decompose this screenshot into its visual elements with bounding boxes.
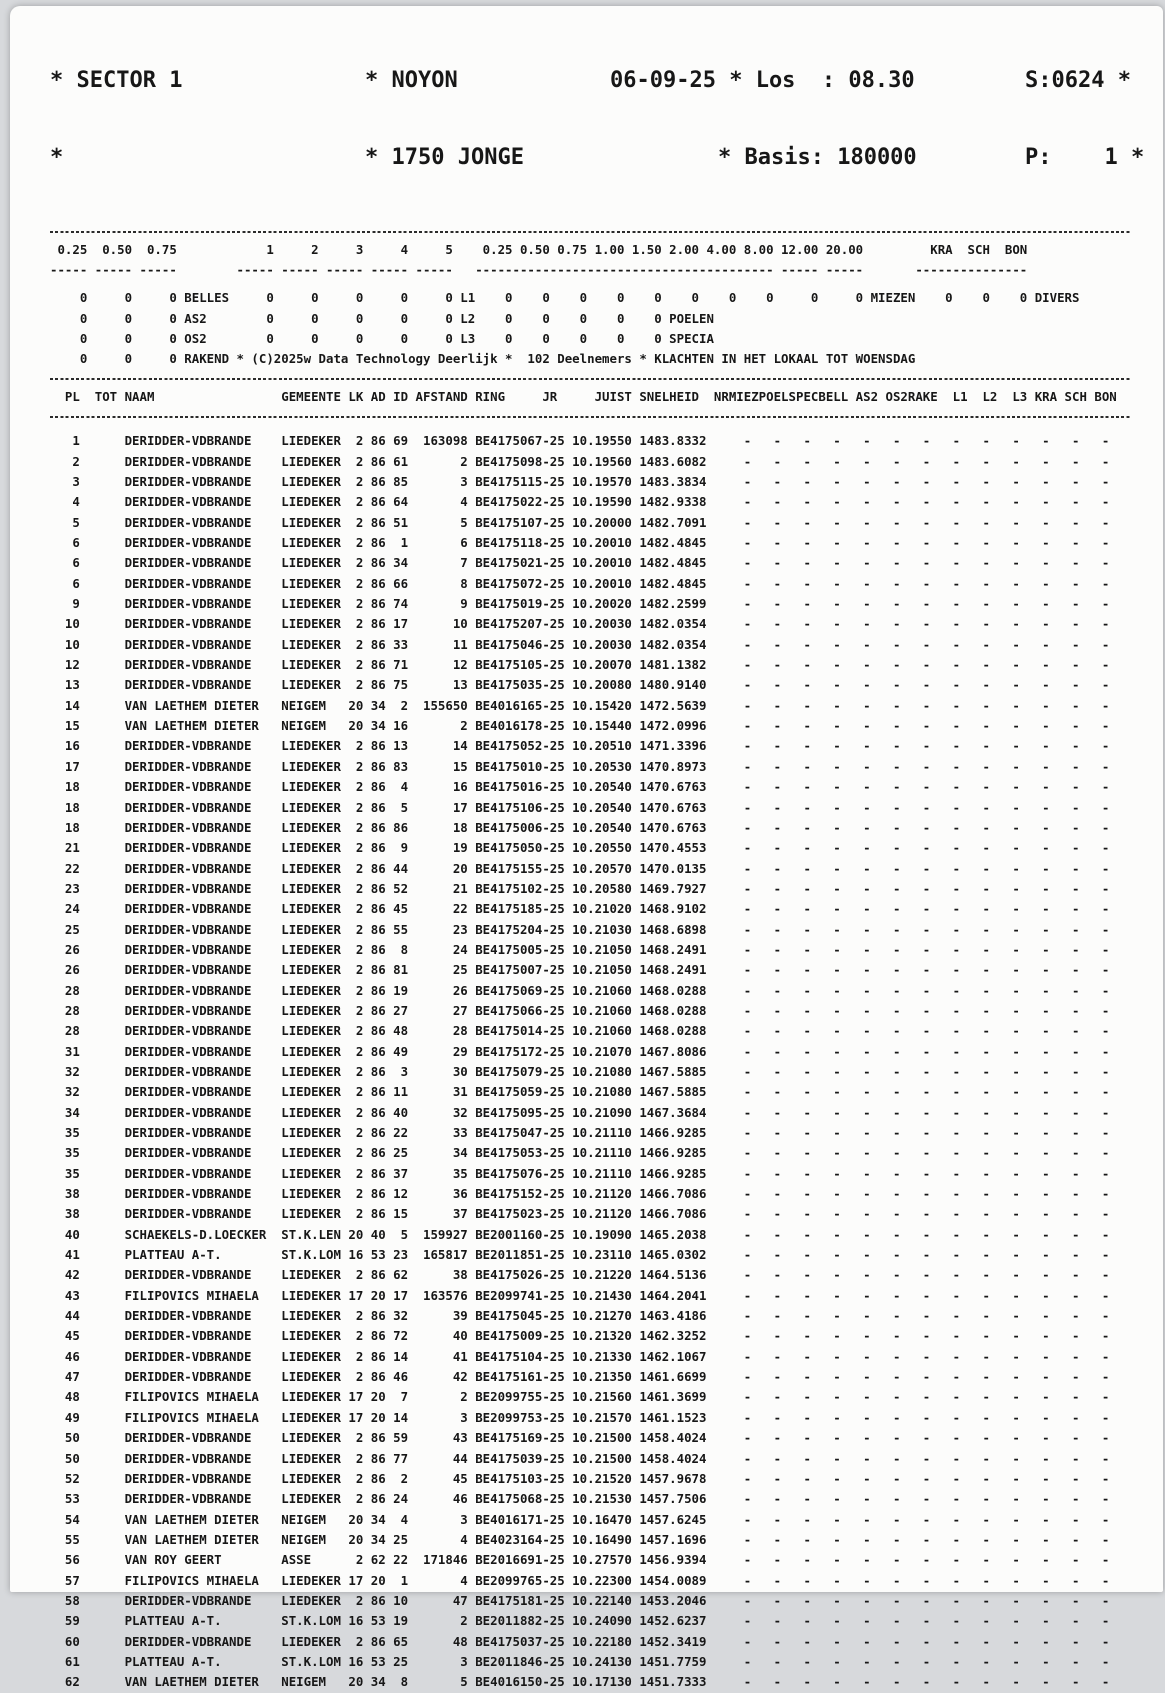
results-row: 48 FILIPOVICS MIHAELA LIEDEKER 17 20 7 2 BE2099755-25 10.21560 1461.3699 - - - - - - - - - - - - - xyxy=(50,1387,1149,1407)
results-row: 28 DERIDDER-VDBRANDE LIEDEKER 2 86 19 26 BE4175069-25 10.21060 1468.0288 - - - - - - - - - - - - - xyxy=(50,981,1149,1001)
results-row: 4 DERIDDER-VDBRANDE LIEDEKER 2 86 64 4 BE4175022-25 10.19590 1482.9338 - - - - - - - - - - - - - xyxy=(50,492,1149,512)
results-row: 62 VAN LAETHEM DIETER NEIGEM 20 34 8 5 BE4016150-25 10.17130 1451.7333 - - - - - - - - - - - - - xyxy=(50,1672,1149,1692)
results-row: 10 DERIDDER-VDBRANDE LIEDEKER 2 86 17 10 BE4175207-25 10.20030 1482.0354 - - - - - - - - - - - - - xyxy=(50,614,1149,634)
results-row: 26 DERIDDER-VDBRANDE LIEDEKER 2 86 81 25 BE4175007-25 10.21050 1468.2491 - - - - - - - - - - - - - xyxy=(50,960,1149,980)
header-line-1 xyxy=(50,68,1149,95)
results-row: 47 DERIDDER-VDBRANDE LIEDEKER 2 86 46 42 BE4175161-25 10.21350 1461.6699 - - - - - - - - - - - - - xyxy=(50,1367,1149,1387)
results-row: 35 DERIDDER-VDBRANDE LIEDEKER 2 86 25 34 BE4175053-25 10.21110 1466.9285 - - - - - - - - - - - - - xyxy=(50,1143,1149,1163)
race-name-label: * 1750 JONGE xyxy=(365,145,524,170)
results-row: 52 DERIDDER-VDBRANDE LIEDEKER 2 86 2 45 BE4175103-25 10.21520 1457.9678 - - - - - - - - - - - - - xyxy=(50,1469,1149,1489)
results-row: 60 DERIDDER-VDBRANDE LIEDEKER 2 86 65 48 BE4175037-25 10.22180 1452.3419 - - - - - - - - - - - - - xyxy=(50,1632,1149,1652)
results-row: 58 DERIDDER-VDBRANDE LIEDEKER 2 86 10 47 BE4175181-25 10.22140 1453.2046 - - - - - - - - - - - - - xyxy=(50,1591,1149,1611)
page-number-label: P: 1 * xyxy=(1025,145,1144,170)
results-row: 9 DERIDDER-VDBRANDE LIEDEKER 2 86 74 9 BE4175019-25 10.20020 1482.2599 - - - - - - - - - - - - - xyxy=(50,594,1149,614)
results-row: 15 VAN LAETHEM DIETER NEIGEM 20 34 16 2 BE4016178-25 10.15440 1472.0996 - - - - - - - - - - - - - xyxy=(50,716,1149,736)
results-row: 45 DERIDDER-VDBRANDE LIEDEKER 2 86 72 40 BE4175009-25 10.21320 1462.3252 - - - - - - - - - - - - - xyxy=(50,1326,1149,1346)
sector-label: * SECTOR 1 xyxy=(50,68,182,93)
results-row: 50 DERIDDER-VDBRANDE LIEDEKER 2 86 59 43 BE4175169-25 10.21500 1458.4024 - - - - - - - - - - - - - xyxy=(50,1428,1149,1448)
results-row: 6 DERIDDER-VDBRANDE LIEDEKER 2 86 34 7 BE4175021-25 10.20010 1482.4845 - - - - - - - - - - - - - xyxy=(50,553,1149,573)
results-row: 21 DERIDDER-VDBRANDE LIEDEKER 2 86 9 19 BE4175050-25 10.20550 1470.4553 - - - - - - - - - - - - - xyxy=(50,838,1149,858)
pool-summary-row: 0 0 0 AS2 0 0 0 0 0 L2 0 0 0 0 0 POELEN xyxy=(50,309,1149,329)
results-row: 44 DERIDDER-VDBRANDE LIEDEKER 2 86 32 39 BE4175045-25 10.21270 1463.4186 - - - - - - - - - - - - - xyxy=(50,1306,1149,1326)
results-row: 38 DERIDDER-VDBRANDE LIEDEKER 2 86 12 36 BE4175152-25 10.21120 1466.7086 - - - - - - - - - - - - - xyxy=(50,1184,1149,1204)
results-table xyxy=(50,431,1149,1692)
results-row: 5 DERIDDER-VDBRANDE LIEDEKER 2 86 51 5 BE4175107-25 10.20000 1482.7091 - - - - - - - - - - - - - xyxy=(50,513,1149,533)
pool-summary-row: 0 0 0 OS2 0 0 0 0 0 L3 0 0 0 0 0 SPECIA xyxy=(50,329,1149,349)
results-row: 46 DERIDDER-VDBRANDE LIEDEKER 2 86 14 41 BE4175104-25 10.21330 1462.1067 - - - - - - - - - - - - - xyxy=(50,1347,1149,1367)
results-row: 28 DERIDDER-VDBRANDE LIEDEKER 2 86 27 27 BE4175066-25 10.21060 1468.0288 - - - - - - - - - - - - - xyxy=(50,1001,1149,1021)
series-number-label: S:0624 * xyxy=(1025,68,1131,93)
results-row: 57 FILIPOVICS MIHAELA LIEDEKER 17 20 1 4 BE2099765-25 10.22300 1454.0089 - - - - - - - - - - - - - xyxy=(50,1571,1149,1591)
results-column-header-row: PL TOT NAAM GEMEENTE LK AD ID AFSTAND RING JR JUIST SNELHEID NRMIEZPOELSPECBELL AS2 OS2RAKE L1 L2 L3 KRA SCH BON xyxy=(50,387,1149,407)
results-row: 3 DERIDDER-VDBRANDE LIEDEKER 2 86 85 3 BE4175115-25 10.19570 1483.3834 - - - - - - - - - - - - - xyxy=(50,472,1149,492)
results-row: 14 VAN LAETHEM DIETER NEIGEM 20 34 2 155650 BE4016165-25 10.15420 1472.5639 - - - - - - - - - - - - - xyxy=(50,696,1149,716)
results-row: 50 DERIDDER-VDBRANDE LIEDEKER 2 86 77 44 BE4175039-25 10.21500 1458.4024 - - - - - - - - - - - - - xyxy=(50,1449,1149,1469)
results-row: 18 DERIDDER-VDBRANDE LIEDEKER 2 86 86 18 BE4175006-25 10.20540 1470.6763 - - - - - - - - - - - - - xyxy=(50,818,1149,838)
pool-rate-header-row: 0.25 0.50 0.75 1 2 3 4 5 0.25 0.50 0.75 1.00 1.50 2.00 4.00 8.00 12.00 20.00 KRA SCH BON xyxy=(50,240,1149,260)
results-row: 2 DERIDDER-VDBRANDE LIEDEKER 2 86 61 2 BE4175098-25 10.19560 1483.6082 - - - - - - - - - - - - - xyxy=(50,452,1149,472)
pool-summary-row: 0 0 0 BELLES 0 0 0 0 0 L1 0 0 0 0 0 0 0 0 0 0 MIEZEN 0 0 0 DIVERS xyxy=(50,288,1149,308)
results-row: 28 DERIDDER-VDBRANDE LIEDEKER 2 86 48 28 BE4175014-25 10.21060 1468.0288 - - - - - - - - - - - - - xyxy=(50,1021,1149,1041)
results-row: 61 PLATTEAU A-T. ST.K.LOM 16 53 25 3 BE2011846-25 10.24130 1451.7759 - - - - - - - - - - - - - xyxy=(50,1652,1149,1672)
report-page xyxy=(10,6,1163,1592)
results-row: 6 DERIDDER-VDBRANDE LIEDEKER 2 86 1 6 BE4175118-25 10.20010 1482.4845 - - - - - - - - - - - - - xyxy=(50,533,1149,553)
results-row: 49 FILIPOVICS MIHAELA LIEDEKER 17 20 14 3 BE2099753-25 10.21570 1461.1523 - - - - - - - - - - - - - xyxy=(50,1408,1149,1428)
results-row: 25 DERIDDER-VDBRANDE LIEDEKER 2 86 55 23 BE4175204-25 10.21030 1468.6898 - - - - - - - - - - - - - xyxy=(50,920,1149,940)
results-row: 23 DERIDDER-VDBRANDE LIEDEKER 2 86 52 21 BE4175102-25 10.20580 1469.7927 - - - - - - - - - - - - - xyxy=(50,879,1149,899)
results-row: 26 DERIDDER-VDBRANDE LIEDEKER 2 86 8 24 BE4175005-25 10.21050 1468.2491 - - - - - - - - - - - - - xyxy=(50,940,1149,960)
results-row: 18 DERIDDER-VDBRANDE LIEDEKER 2 86 4 16 BE4175016-25 10.20540 1470.6763 - - - - - - - - - - - - - xyxy=(50,777,1149,797)
left-border-asterisk: * xyxy=(50,145,63,170)
results-row: 34 DERIDDER-VDBRANDE LIEDEKER 2 86 40 32 BE4175095-25 10.21090 1467.3684 - - - - - - - - - - - - - xyxy=(50,1103,1149,1123)
results-row: 10 DERIDDER-VDBRANDE LIEDEKER 2 86 33 11 BE4175046-25 10.20030 1482.0354 - - - - - - - - - - - - - xyxy=(50,635,1149,655)
header-line-2 xyxy=(50,145,1149,172)
results-row: 56 VAN ROY GEERT ASSE 2 62 22 171846 BE2016691-25 10.27570 1456.9394 - - - - - - - - - - - - - xyxy=(50,1550,1149,1570)
results-row: 18 DERIDDER-VDBRANDE LIEDEKER 2 86 5 17 BE4175106-25 10.20540 1470.6763 - - - - - - - - - - - - - xyxy=(50,798,1149,818)
basis-label: * Basis: 180000 xyxy=(718,145,917,170)
results-table-header xyxy=(50,387,1149,407)
separator-line-table xyxy=(50,416,1130,418)
results-row: 59 PLATTEAU A-T. ST.K.LOM 16 53 19 2 BE2011882-25 10.24090 1452.6237 - - - - - - - - - - - - - xyxy=(50,1611,1149,1631)
results-row: 41 PLATTEAU A-T. ST.K.LOM 16 53 23 165817 BE2011851-25 10.23110 1465.0302 - - - - - - - - - - - - - xyxy=(50,1245,1149,1265)
results-row: 31 DERIDDER-VDBRANDE LIEDEKER 2 86 49 29 BE4175172-25 10.21070 1467.8086 - - - - - - - - - - - - - xyxy=(50,1042,1149,1062)
results-row: 32 DERIDDER-VDBRANDE LIEDEKER 2 86 3 30 BE4175079-25 10.21080 1467.5885 - - - - - - - - - - - - - xyxy=(50,1062,1149,1082)
results-row: 1 DERIDDER-VDBRANDE LIEDEKER 2 86 69 163098 BE4175067-25 10.19550 1483.8332 - - - - - - - - - - - - - xyxy=(50,431,1149,451)
location-label: * NOYON xyxy=(365,68,458,93)
pool-rate-underline-row: ----- ----- ----- ----- ----- ----- ----- ----- ---------------------------------------- ----- ----- --------------- xyxy=(50,260,1149,280)
results-row: 24 DERIDDER-VDBRANDE LIEDEKER 2 86 45 22 BE4175185-25 10.21020 1468.9102 - - - - - - - - - - - - - xyxy=(50,899,1149,919)
results-row: 55 VAN LAETHEM DIETER NEIGEM 20 34 25 4 BE4023164-25 10.16490 1457.1696 - - - - - - - - - - - - - xyxy=(50,1530,1149,1550)
pool-note-row: 0 0 0 RAKEND * (C)2025w Data Technology Deerlijk * 102 Deelnemers * KLACHTEN IN HET LOKAAL TOT WOENSDAG xyxy=(50,349,1149,369)
results-row: 22 DERIDDER-VDBRANDE LIEDEKER 2 86 44 20 BE4175155-25 10.20570 1470.0135 - - - - - - - - - - - - - xyxy=(50,859,1149,879)
results-row: 42 DERIDDER-VDBRANDE LIEDEKER 2 86 62 38 BE4175026-25 10.21220 1464.5136 - - - - - - - - - - - - - xyxy=(50,1265,1149,1285)
results-row: 35 DERIDDER-VDBRANDE LIEDEKER 2 86 37 35 BE4175076-25 10.21110 1466.9285 - - - - - - - - - - - - - xyxy=(50,1164,1149,1184)
date-release-label: 06-09-25 * Los : 08.30 xyxy=(610,68,915,93)
report-header xyxy=(50,18,1149,222)
results-row: 43 FILIPOVICS MIHAELA LIEDEKER 17 20 17 163576 BE2099741-25 10.21430 1464.2041 - - - - - - - - - - - - - xyxy=(50,1286,1149,1306)
results-row: 32 DERIDDER-VDBRANDE LIEDEKER 2 86 11 31 BE4175059-25 10.21080 1467.5885 - - - - - - - - - - - - - xyxy=(50,1082,1149,1102)
results-row: 38 DERIDDER-VDBRANDE LIEDEKER 2 86 15 37 BE4175023-25 10.21120 1466.7086 - - - - - - - - - - - - - xyxy=(50,1204,1149,1224)
results-row: 17 DERIDDER-VDBRANDE LIEDEKER 2 86 83 15 BE4175010-25 10.20530 1470.8973 - - - - - - - - - - - - - xyxy=(50,757,1149,777)
results-row: 12 DERIDDER-VDBRANDE LIEDEKER 2 86 71 12 BE4175105-25 10.20070 1481.1382 - - - - - - - - - - - - - xyxy=(50,655,1149,675)
results-row: 35 DERIDDER-VDBRANDE LIEDEKER 2 86 22 33 BE4175047-25 10.21110 1466.9285 - - - - - - - - - - - - - xyxy=(50,1123,1149,1143)
report-content xyxy=(10,6,1163,1693)
separator-line-middle xyxy=(50,378,1130,380)
results-row: 13 DERIDDER-VDBRANDE LIEDEKER 2 86 75 13 BE4175035-25 10.20080 1480.9140 - - - - - - - - - - - - - xyxy=(50,675,1149,695)
results-row: 54 VAN LAETHEM DIETER NEIGEM 20 34 4 3 BE4016171-25 10.16470 1457.6245 - - - - - - - - - - - - - xyxy=(50,1510,1149,1530)
results-row: 16 DERIDDER-VDBRANDE LIEDEKER 2 86 13 14 BE4175052-25 10.20510 1471.3396 - - - - - - - - - - - - - xyxy=(50,736,1149,756)
results-row: 53 DERIDDER-VDBRANDE LIEDEKER 2 86 24 46 BE4175068-25 10.21530 1457.7506 - - - - - - - - - - - - - xyxy=(50,1489,1149,1509)
results-row: 6 DERIDDER-VDBRANDE LIEDEKER 2 86 66 8 BE4175072-25 10.20010 1482.4845 - - - - - - - - - - - - - xyxy=(50,574,1149,594)
results-row: 40 SCHAEKELS-D.LOECKER ST.K.LEN 20 40 5 159927 BE2001160-25 10.19090 1465.2038 - - - - - - - - - - - - - xyxy=(50,1225,1149,1245)
separator-line-top xyxy=(50,231,1130,233)
pools-summary xyxy=(50,240,1149,369)
